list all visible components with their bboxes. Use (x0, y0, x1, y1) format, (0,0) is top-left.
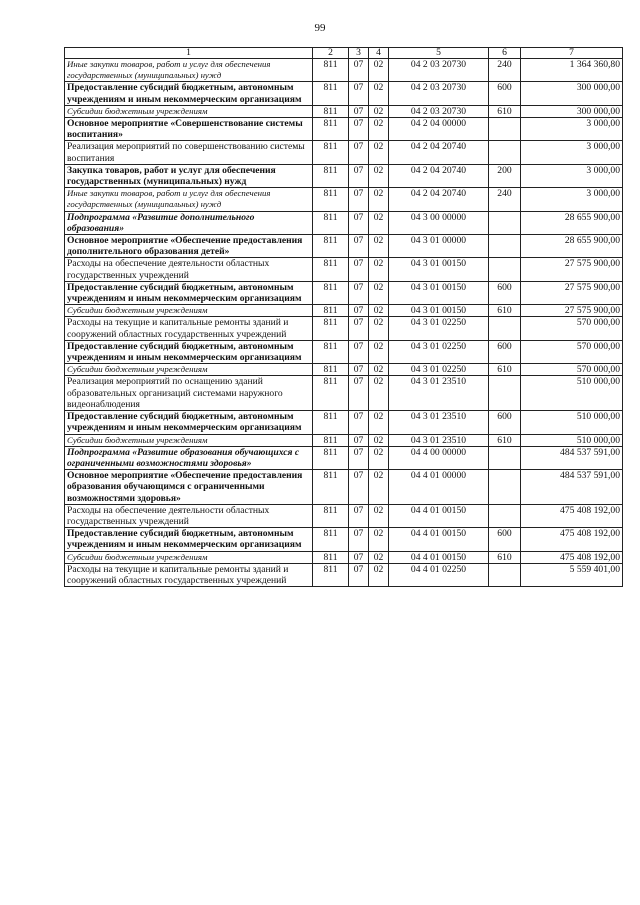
column-header-amount: 7 (521, 48, 623, 59)
row-target-article-cell: 04 2 04 20740 (389, 141, 489, 164)
row-section-cell: 07 (349, 317, 369, 340)
row-grbs-cell: 811 (313, 118, 349, 141)
table-row (65, 364, 623, 376)
row-target-article-cell: 04 3 01 00150 (389, 305, 489, 317)
column-header-name: 1 (65, 48, 313, 59)
row-name-cell: Расходы на текущие и капитальные ремонты зданий и сооружений областных государственных учреждений (65, 317, 313, 340)
row-expense-type-cell: 600 (489, 281, 521, 304)
row-grbs-cell: 811 (313, 470, 349, 505)
table-body (65, 59, 623, 587)
row-section-cell: 07 (349, 281, 369, 304)
table-row (65, 317, 623, 340)
table-row (65, 281, 623, 304)
row-target-article-cell: 04 4 01 00150 (389, 504, 489, 527)
table-row (65, 551, 623, 563)
row-subsection-cell: 02 (369, 141, 389, 164)
row-target-article-cell: 04 3 01 00150 (389, 281, 489, 304)
row-expense-type-cell: 610 (489, 364, 521, 376)
row-subsection-cell: 02 (369, 281, 389, 304)
table-row (65, 118, 623, 141)
row-grbs-cell: 811 (313, 258, 349, 281)
row-target-article-cell: 04 4 01 00150 (389, 528, 489, 551)
row-section-cell: 07 (349, 188, 369, 211)
table-row (65, 376, 623, 411)
row-name-cell: Основное мероприятие «Совершенствование системы воспитания» (65, 118, 313, 141)
row-grbs-cell: 811 (313, 59, 349, 82)
row-target-article-cell: 04 3 01 23510 (389, 434, 489, 446)
row-grbs-cell: 811 (313, 528, 349, 551)
row-amount-cell: 570 000,00 (521, 340, 623, 363)
row-grbs-cell: 811 (313, 563, 349, 586)
table-row (65, 411, 623, 434)
row-grbs-cell: 811 (313, 434, 349, 446)
row-grbs-cell: 811 (313, 141, 349, 164)
row-section-cell: 07 (349, 105, 369, 117)
row-grbs-cell: 811 (313, 235, 349, 258)
row-amount-cell: 28 655 900,00 (521, 235, 623, 258)
row-expense-type-cell (489, 504, 521, 527)
row-expense-type-cell: 240 (489, 59, 521, 82)
row-amount-cell: 484 537 591,00 (521, 470, 623, 505)
row-grbs-cell: 811 (313, 82, 349, 105)
row-amount-cell: 5 559 401,00 (521, 563, 623, 586)
row-grbs-cell: 811 (313, 340, 349, 363)
row-amount-cell: 1 364 360,80 (521, 59, 623, 82)
row-amount-cell: 27 575 900,00 (521, 305, 623, 317)
row-subsection-cell: 02 (369, 504, 389, 527)
table-row (65, 188, 623, 211)
row-target-article-cell: 04 3 01 23510 (389, 376, 489, 411)
row-grbs-cell: 811 (313, 446, 349, 469)
row-expense-type-cell (489, 258, 521, 281)
table-row (65, 446, 623, 469)
row-amount-cell: 300 000,00 (521, 105, 623, 117)
row-expense-type-cell: 240 (489, 188, 521, 211)
table-row (65, 59, 623, 82)
column-header-section: 3 (349, 48, 369, 59)
row-subsection-cell: 02 (369, 528, 389, 551)
row-section-cell: 07 (349, 340, 369, 363)
row-target-article-cell: 04 4 01 00000 (389, 470, 489, 505)
row-target-article-cell: 04 3 01 00000 (389, 235, 489, 258)
row-target-article-cell: 04 3 01 23510 (389, 411, 489, 434)
row-subsection-cell: 02 (369, 446, 389, 469)
table-row (65, 235, 623, 258)
column-header-grbs: 2 (313, 48, 349, 59)
row-name-cell: Субсидии бюджетным учреждениям (65, 364, 313, 376)
table-row (65, 105, 623, 117)
row-section-cell: 07 (349, 141, 369, 164)
row-amount-cell: 484 537 591,00 (521, 446, 623, 469)
row-section-cell: 07 (349, 528, 369, 551)
row-name-cell: Предоставление субсидий бюджетным, автономным учреждениям и иным некоммерческим организациям (65, 82, 313, 105)
row-section-cell: 07 (349, 446, 369, 469)
row-expense-type-cell (489, 118, 521, 141)
row-expense-type-cell (489, 470, 521, 505)
row-target-article-cell: 04 2 03 20730 (389, 82, 489, 105)
row-grbs-cell: 811 (313, 305, 349, 317)
row-expense-type-cell (489, 563, 521, 586)
table-row (65, 82, 623, 105)
row-target-article-cell: 04 2 04 20740 (389, 188, 489, 211)
row-subsection-cell: 02 (369, 211, 389, 234)
row-subsection-cell: 02 (369, 364, 389, 376)
row-grbs-cell: 811 (313, 281, 349, 304)
row-grbs-cell: 811 (313, 317, 349, 340)
row-name-cell: Предоставление субсидий бюджетным, автономным учреждениям и иным некоммерческим организациям (65, 340, 313, 363)
table-row (65, 434, 623, 446)
row-section-cell: 07 (349, 470, 369, 505)
row-grbs-cell: 811 (313, 164, 349, 187)
row-name-cell: Подпрограмма «Развитие дополнительного образования» (65, 211, 313, 234)
row-expense-type-cell (489, 317, 521, 340)
row-section-cell: 07 (349, 504, 369, 527)
row-subsection-cell: 02 (369, 470, 389, 505)
budget-table (64, 47, 623, 587)
row-name-cell: Расходы на текущие и капитальные ремонты зданий и сооружений областных государственных учреждений (65, 563, 313, 586)
row-target-article-cell: 04 3 01 02250 (389, 364, 489, 376)
row-name-cell: Основное мероприятие «Обеспечение предоставления образования обучающимся с ограниченными возможностями здоровья» (65, 470, 313, 505)
row-amount-cell: 570 000,00 (521, 364, 623, 376)
table-row (65, 211, 623, 234)
table-row (65, 164, 623, 187)
row-name-cell: Закупка товаров, работ и услуг для обеспечения государственных (муниципальных) нужд (65, 164, 313, 187)
row-expense-type-cell: 610 (489, 105, 521, 117)
row-grbs-cell: 811 (313, 376, 349, 411)
table-row (65, 305, 623, 317)
row-target-article-cell: 04 2 04 20740 (389, 164, 489, 187)
table-row (65, 528, 623, 551)
row-expense-type-cell: 600 (489, 528, 521, 551)
row-subsection-cell: 02 (369, 551, 389, 563)
column-header-target-article: 5 (389, 48, 489, 59)
row-name-cell: Субсидии бюджетным учреждениям (65, 305, 313, 317)
row-target-article-cell: 04 4 01 00150 (389, 551, 489, 563)
row-subsection-cell: 02 (369, 164, 389, 187)
row-grbs-cell: 811 (313, 551, 349, 563)
row-grbs-cell: 811 (313, 105, 349, 117)
table-row (65, 340, 623, 363)
row-expense-type-cell: 600 (489, 411, 521, 434)
row-amount-cell: 3 000,00 (521, 118, 623, 141)
row-target-article-cell: 04 2 03 20730 (389, 105, 489, 117)
row-section-cell: 07 (349, 118, 369, 141)
row-subsection-cell: 02 (369, 118, 389, 141)
row-name-cell: Предоставление субсидий бюджетным, автономным учреждениям и иным некоммерческим организациям (65, 281, 313, 304)
row-section-cell: 07 (349, 211, 369, 234)
row-name-cell: Реализация мероприятий по оснащению зданий образовательных организаций системами наружного видеонаблюдения (65, 376, 313, 411)
row-subsection-cell: 02 (369, 340, 389, 363)
table-row (65, 141, 623, 164)
row-section-cell: 07 (349, 364, 369, 376)
row-target-article-cell: 04 3 00 00000 (389, 211, 489, 234)
row-expense-type-cell: 600 (489, 82, 521, 105)
row-name-cell: Иные закупки товаров, работ и услуг для обеспечения государственных (муниципальных) нужд (65, 59, 313, 82)
row-section-cell: 07 (349, 164, 369, 187)
row-section-cell: 07 (349, 376, 369, 411)
row-amount-cell: 28 655 900,00 (521, 211, 623, 234)
row-amount-cell: 3 000,00 (521, 164, 623, 187)
row-subsection-cell: 02 (369, 563, 389, 586)
row-section-cell: 07 (349, 82, 369, 105)
row-name-cell: Субсидии бюджетным учреждениям (65, 105, 313, 117)
row-grbs-cell: 811 (313, 411, 349, 434)
row-amount-cell: 570 000,00 (521, 317, 623, 340)
row-target-article-cell: 04 3 01 00150 (389, 258, 489, 281)
row-expense-type-cell (489, 376, 521, 411)
row-name-cell: Предоставление субсидий бюджетным, автономным учреждениям и иным некоммерческим организациям (65, 411, 313, 434)
row-expense-type-cell (489, 211, 521, 234)
row-subsection-cell: 02 (369, 82, 389, 105)
row-subsection-cell: 02 (369, 376, 389, 411)
row-amount-cell: 475 408 192,00 (521, 528, 623, 551)
row-grbs-cell: 811 (313, 211, 349, 234)
row-expense-type-cell (489, 235, 521, 258)
row-target-article-cell: 04 4 00 00000 (389, 446, 489, 469)
row-subsection-cell: 02 (369, 305, 389, 317)
row-name-cell: Подпрограмма «Развитие образования обучающихся с ограниченными возможностями здоровья» (65, 446, 313, 469)
row-subsection-cell: 02 (369, 411, 389, 434)
row-expense-type-cell: 610 (489, 305, 521, 317)
row-subsection-cell: 02 (369, 317, 389, 340)
row-name-cell: Расходы на обеспечение деятельности областных государственных учреждений (65, 258, 313, 281)
row-amount-cell: 475 408 192,00 (521, 504, 623, 527)
row-section-cell: 07 (349, 258, 369, 281)
row-amount-cell: 510 000,00 (521, 411, 623, 434)
row-name-cell: Субсидии бюджетным учреждениям (65, 434, 313, 446)
row-name-cell: Иные закупки товаров, работ и услуг для обеспечения государственных (муниципальных) нужд (65, 188, 313, 211)
row-amount-cell: 300 000,00 (521, 82, 623, 105)
row-amount-cell: 27 575 900,00 (521, 258, 623, 281)
column-header-subsection: 4 (369, 48, 389, 59)
table-row (65, 258, 623, 281)
row-target-article-cell: 04 4 01 02250 (389, 563, 489, 586)
row-expense-type-cell: 200 (489, 164, 521, 187)
row-amount-cell: 510 000,00 (521, 434, 623, 446)
row-amount-cell: 3 000,00 (521, 141, 623, 164)
row-name-cell: Реализация мероприятий по совершенствованию системы воспитания (65, 141, 313, 164)
row-section-cell: 07 (349, 235, 369, 258)
row-expense-type-cell: 610 (489, 551, 521, 563)
page-number: 99 (314, 22, 326, 34)
header-row (65, 48, 623, 59)
column-header-expense-type: 6 (489, 48, 521, 59)
row-name-cell: Субсидии бюджетным учреждениям (65, 551, 313, 563)
row-subsection-cell: 02 (369, 59, 389, 82)
row-grbs-cell: 811 (313, 364, 349, 376)
row-grbs-cell: 811 (313, 188, 349, 211)
row-name-cell: Предоставление субсидий бюджетным, автономным учреждениям и иным некоммерческим организациям (65, 528, 313, 551)
row-section-cell: 07 (349, 411, 369, 434)
row-subsection-cell: 02 (369, 258, 389, 281)
row-expense-type-cell: 600 (489, 340, 521, 363)
row-name-cell: Основное мероприятие «Обеспечение предоставления дополнительного образования детей» (65, 235, 313, 258)
row-target-article-cell: 04 3 01 02250 (389, 317, 489, 340)
row-expense-type-cell (489, 141, 521, 164)
row-target-article-cell: 04 2 03 20730 (389, 59, 489, 82)
row-section-cell: 07 (349, 551, 369, 563)
table-row (65, 470, 623, 505)
row-amount-cell: 27 575 900,00 (521, 281, 623, 304)
row-expense-type-cell: 610 (489, 434, 521, 446)
row-subsection-cell: 02 (369, 188, 389, 211)
row-subsection-cell: 02 (369, 235, 389, 258)
row-subsection-cell: 02 (369, 105, 389, 117)
row-subsection-cell: 02 (369, 434, 389, 446)
row-expense-type-cell (489, 446, 521, 469)
row-name-cell: Расходы на обеспечение деятельности областных государственных учреждений (65, 504, 313, 527)
row-target-article-cell: 04 3 01 02250 (389, 340, 489, 363)
table-row (65, 563, 623, 586)
row-amount-cell: 510 000,00 (521, 376, 623, 411)
row-amount-cell: 475 408 192,00 (521, 551, 623, 563)
row-target-article-cell: 04 2 04 00000 (389, 118, 489, 141)
row-grbs-cell: 811 (313, 504, 349, 527)
row-section-cell: 07 (349, 434, 369, 446)
row-section-cell: 07 (349, 563, 369, 586)
row-amount-cell: 3 000,00 (521, 188, 623, 211)
table-row (65, 504, 623, 527)
row-section-cell: 07 (349, 305, 369, 317)
row-section-cell: 07 (349, 59, 369, 82)
